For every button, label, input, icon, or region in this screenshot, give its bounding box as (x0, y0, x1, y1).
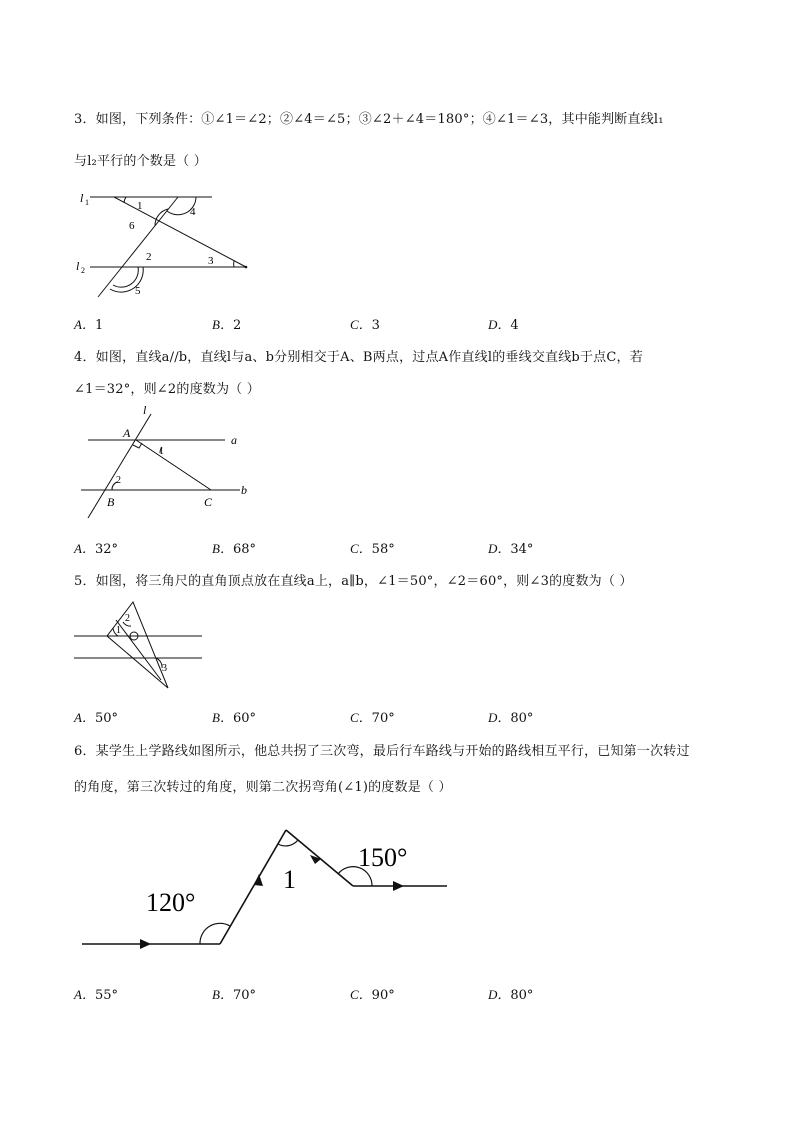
q6-figure (80, 826, 450, 950)
q4-label-C: C (204, 495, 213, 509)
q3-stem-line1: 3．如图，下列条件：①∠1＝∠2；②∠4＝∠5；③∠2＋∠4＝180°；④∠1＝∠3，其中能判断直线l₁ (74, 112, 664, 127)
q6-option-a[interactable]: A．55° (74, 987, 118, 1003)
q3-label-l1-sub: 1 (85, 198, 89, 207)
q5-angle-2: 2 (125, 613, 130, 624)
q4-angle-1: 1 (159, 446, 164, 457)
q3-label-l2-sub: 2 (81, 266, 85, 275)
q4-option-c[interactable]: C．58° (350, 541, 395, 557)
q6-angle-150: 150° (358, 843, 408, 872)
q4-label-b: b (241, 483, 247, 497)
q3-option-b[interactable]: B．2 (212, 317, 242, 333)
q6-option-c[interactable]: C．90° (350, 987, 395, 1003)
q4-label-l: l (143, 403, 147, 417)
q5-option-d[interactable]: D．80° (488, 710, 534, 726)
q6-angle-1: 1 (283, 865, 296, 894)
q4-option-b[interactable]: B．68° (212, 541, 256, 557)
q3-stem-line2: 与l₂平行的个数是（ ） (74, 154, 207, 169)
q4-figure (78, 400, 258, 522)
q4-stem-line1: 4．如图，直线a//b，直线l与a、b分别相交于A、B两点，过点A作直线l的垂线交直线b于点C，若 (74, 350, 643, 365)
q3-angle-5: 5 (135, 285, 141, 297)
q3-option-a[interactable]: A．1 (74, 317, 104, 333)
q4-label-B: B (107, 495, 115, 509)
q3-angle-2: 2 (146, 251, 152, 263)
q5-option-a[interactable]: A．50° (74, 710, 118, 726)
q5-option-b[interactable]: B．60° (212, 710, 256, 726)
q5-option-c[interactable]: C．70° (350, 710, 395, 726)
q5-figure (70, 598, 210, 692)
q6-stem-line2: 的角度，第三次转过的角度，则第二次拐弯角(∠1)的度数是（ ） (74, 780, 452, 795)
q4-label-A: A (123, 426, 131, 440)
q3-angle-4: 4 (190, 206, 196, 218)
q3-angle-1: 1 (137, 200, 143, 212)
q5-angle-1: 1 (116, 625, 121, 636)
q6-stem-line1: 6．某学生上学路线如图所示，他总共拐了三次弯，最后行车路线与开始的路线相互平行，已知第一次转过 (74, 744, 690, 759)
q6-angle-120: 120° (146, 888, 196, 917)
q3-figure (70, 186, 260, 298)
q4-label-a: a (231, 433, 237, 447)
q3-option-c[interactable]: C．3 (350, 317, 380, 333)
q6-option-b[interactable]: B．70° (212, 987, 256, 1003)
q5-angle-3: 3 (162, 663, 167, 674)
q3-angle-3: 3 (208, 255, 214, 267)
q3-label-l2: l (76, 259, 80, 273)
q3-label-l1: l (80, 191, 84, 205)
q4-angle-2: 2 (116, 475, 121, 486)
q4-option-d[interactable]: D．34° (488, 541, 534, 557)
q4-option-a[interactable]: A．32° (74, 541, 118, 557)
q4-stem-line2: ∠1＝32°，则∠2的度数为（ ） (74, 382, 260, 397)
q5-stem-line1: 5．如图，将三角尺的直角顶点放在直线a上，a∥b，∠1＝50°，∠2＝60°，则∠3的度数为（ ） (74, 574, 633, 589)
q6-option-d[interactable]: D．80° (488, 987, 534, 1003)
q3-angle-6: 6 (129, 220, 135, 232)
q3-option-d[interactable]: D．4 (488, 317, 519, 333)
